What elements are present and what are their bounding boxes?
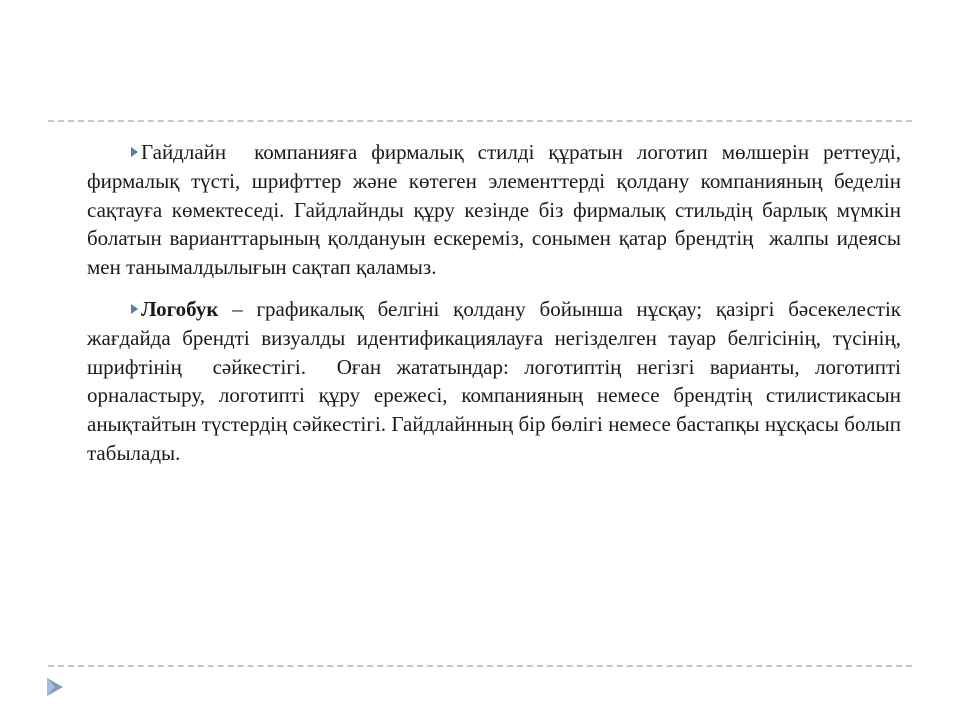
paragraph-term: Гайдлайн bbox=[141, 140, 227, 164]
paragraph-term: Логобук bbox=[141, 296, 219, 321]
paragraph-guideline bbox=[87, 138, 907, 282]
paragraph-text: компанияға фирмалық стилді құратын логотип мөлшерін реттеуді, фирмалық түсті, шрифттер және көтеген элементтерді қолдану компанияның беделін сақтауға көмектеседі. Гайдлайнды құру кезінде біз фирмалық стильдің барлық мүмкін болатын варианттарының қолдануын ескереміз, сонымен қатар брендтің жалпы идеясы мен танымалдылығын сақтап қаламыз. bbox=[87, 140, 907, 280]
triangle-bullet-icon bbox=[131, 304, 138, 314]
top-divider bbox=[48, 120, 912, 122]
slide-content bbox=[87, 138, 907, 481]
paragraph-text: – графикалық белгіні қолдану бойынша нұсқау; қазіргі бәсекелестік жағдайда брендті визуалды идентификациялауға негізделген тауар белгісінің, түсінің, шрифтінің сәйкестігі. Оған жататындар: логотиптің негізгі варианты, логотипті орналастыру, логотипті құру ережесі, компанияның немесе брендтің стилистикасын анықтайтын түстердің сәйкестігі. Гайдлайнның бір бөлігі немесе бастапқы нұсқасы болып табылады. bbox=[87, 296, 907, 465]
bottom-divider bbox=[48, 665, 912, 667]
paragraph-logobook bbox=[87, 295, 907, 468]
next-slide-arrow-icon[interactable] bbox=[44, 676, 66, 698]
triangle-bullet-icon bbox=[131, 147, 138, 157]
